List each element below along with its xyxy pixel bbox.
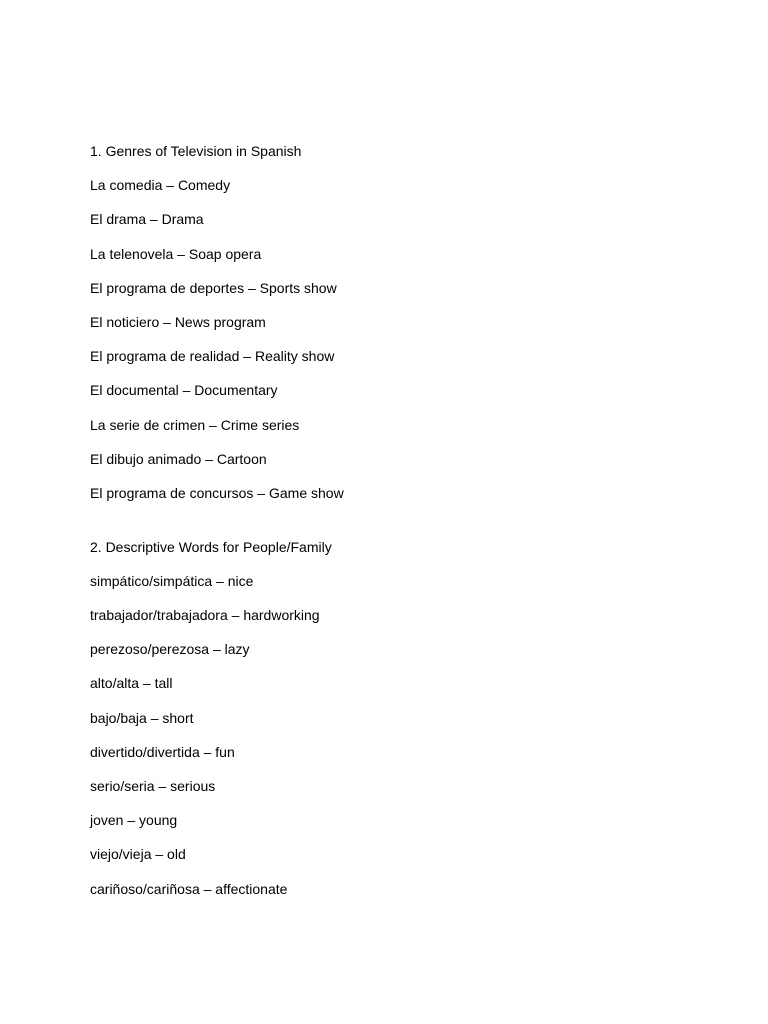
- list-item: divertido/divertida – fun: [90, 743, 235, 760]
- list-item: alto/alta – tall: [90, 675, 173, 692]
- list-item: El noticiero – News program: [90, 313, 266, 330]
- section-tv-genres: [90, 142, 730, 502]
- list-item: simpático/simpática – nice: [90, 572, 254, 589]
- list-item: serio/seria – serious: [90, 777, 216, 794]
- list-item: La serie de crimen – Crime series: [90, 416, 300, 433]
- list-item: La comedia – Comedy: [90, 177, 231, 194]
- list-item: El programa de concursos – Game show: [90, 484, 344, 501]
- section-heading: 1. Genres of Television in Spanish: [90, 143, 302, 159]
- list-item: joven – young: [90, 812, 178, 829]
- list-item: El programa de realidad – Reality show: [90, 348, 335, 365]
- list-item: trabajador/trabajadora – hardworking: [90, 607, 320, 624]
- list-item: La telenovela – Soap opera: [90, 245, 262, 262]
- document-body: [90, 142, 730, 914]
- list-item: El programa de deportes – Sports show: [90, 279, 337, 296]
- list-item: perezoso/perezosa – lazy: [90, 641, 250, 658]
- section-descriptive-words: [90, 538, 730, 898]
- list-item: El documental – Documentary: [90, 382, 278, 399]
- list-item: bajo/baja – short: [90, 709, 194, 726]
- list-item: El dibujo animado – Cartoon: [90, 450, 267, 467]
- section-heading: 2. Descriptive Words for People/Family: [90, 538, 332, 555]
- list-item: viejo/vieja – old: [90, 846, 186, 863]
- list-item: cariñoso/cariñosa – affectionate: [90, 880, 288, 897]
- list-item: El drama – Drama: [90, 211, 204, 228]
